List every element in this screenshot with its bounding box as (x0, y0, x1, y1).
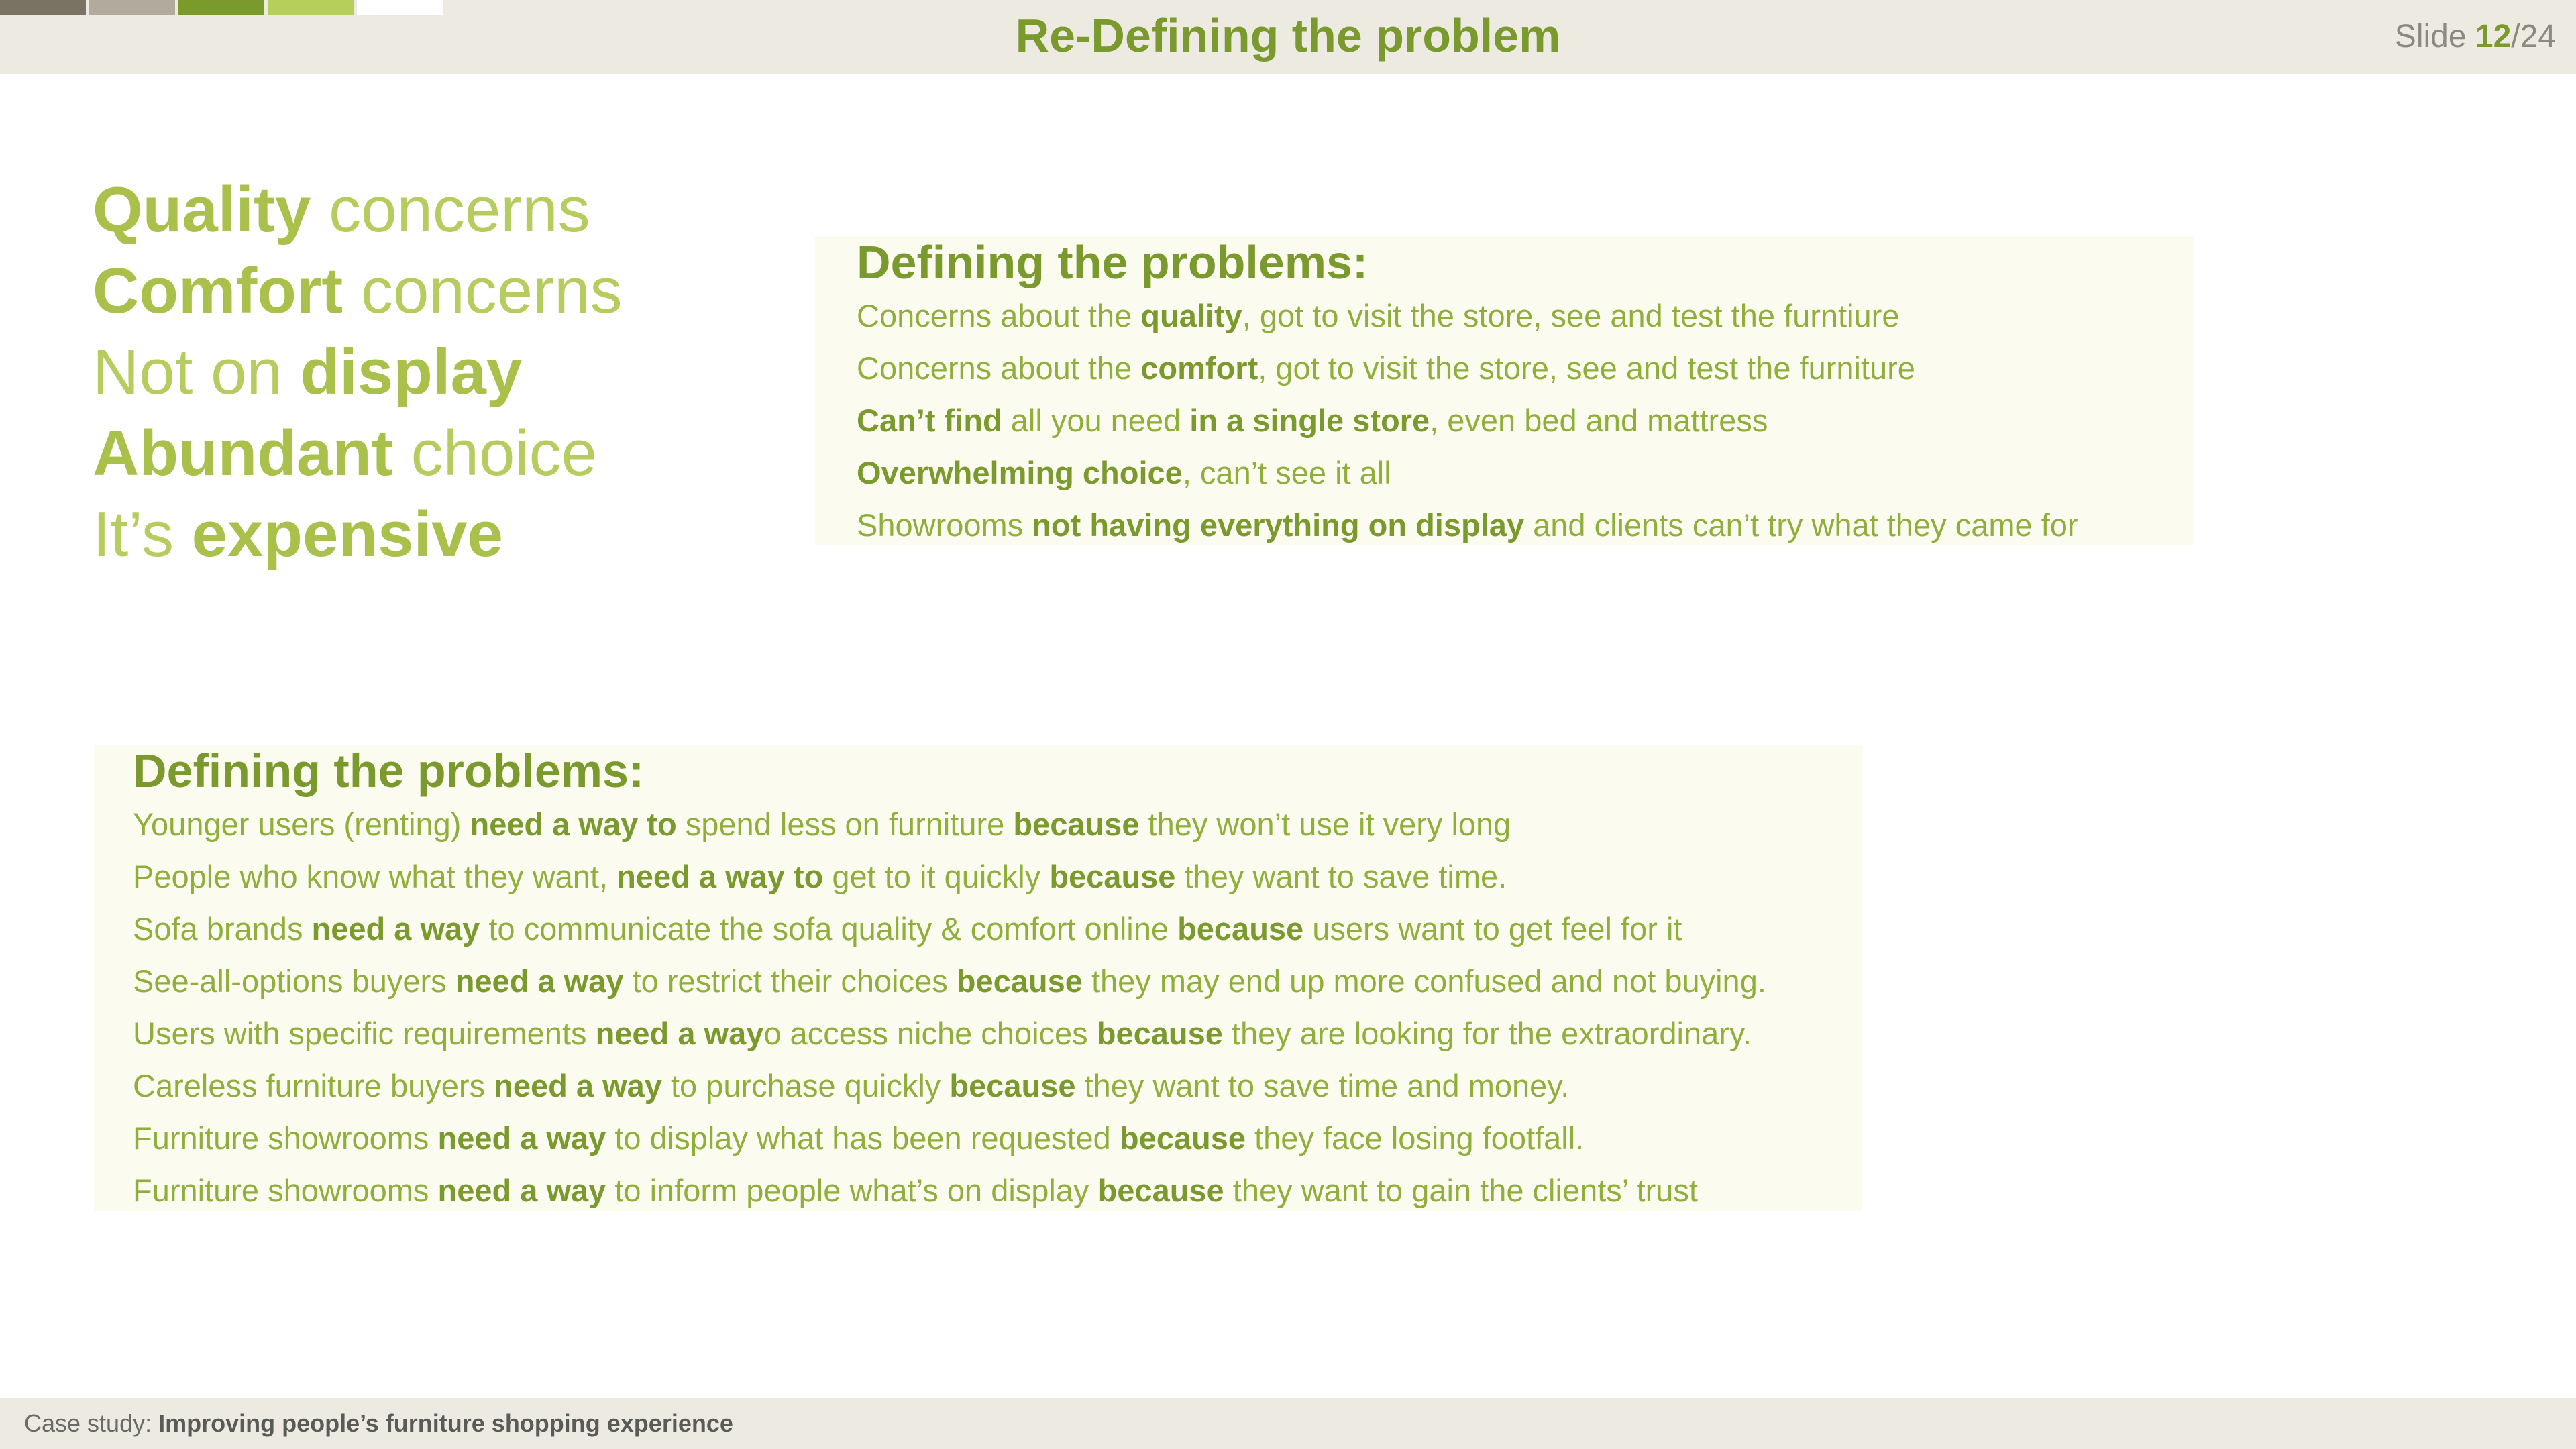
summary-text: concerns (343, 255, 623, 327)
line-text: See-all-options buyers (133, 963, 455, 999)
problems-panel-top (815, 236, 2194, 545)
line-text: Younger users (renting) (133, 806, 470, 842)
line-text: Users with specific requirements (133, 1016, 596, 1051)
line-text: users want to get feel for it (1303, 911, 1682, 947)
line-text: all you need (1002, 402, 1190, 438)
panel-title: Defining the problems: (857, 236, 1368, 288)
emphasis-text: need a way (311, 911, 480, 947)
line-text: People who know what they want, (133, 859, 617, 894)
problem-line (133, 798, 1862, 851)
emphasis-text: because (1119, 1120, 1246, 1156)
line-text: , got to visit the store, see and test the furniture (1258, 350, 1915, 386)
line-text: , got to visit the store, see and test the furntiure (1242, 298, 1900, 333)
problem-line (133, 1112, 1862, 1165)
problem-line (133, 1165, 1862, 1217)
summary-keyword: Comfort (93, 255, 343, 327)
footer-bar (0, 1398, 2576, 1449)
slide-counter (2395, 13, 2556, 60)
line-text: Sofa brands (133, 911, 312, 947)
problem-list (857, 290, 2194, 551)
line-text: to inform people what’s on display (606, 1173, 1098, 1208)
header-bar (0, 0, 2576, 74)
line-text: to communicate the sofa quality & comfort online (480, 911, 1178, 947)
line-text: and clients can’t try what they came for (1524, 507, 2078, 543)
emphasis-text: because (1097, 1173, 1224, 1208)
emphasis-text: quality (1140, 298, 1242, 333)
line-text: o access niche choices (763, 1016, 1097, 1051)
line-text: they want to gain the clients’ trust (1224, 1173, 1698, 1208)
problem-line (857, 499, 2194, 551)
footer-title: Improving people’s furniture shopping experience (158, 1409, 733, 1437)
summary-item (93, 169, 622, 250)
line-text: , can’t see it all (1182, 455, 1391, 490)
line-text: Careless furniture buyers (133, 1068, 494, 1104)
problems-panel-bottom (94, 745, 1862, 1211)
emphasis-text: need a way to (470, 806, 677, 842)
problem-statement-list (133, 798, 1862, 1217)
line-text: they face losing footfall. (1246, 1120, 1585, 1156)
summary-item (93, 413, 622, 494)
line-text: Furniture showrooms (133, 1120, 438, 1156)
problem-line (133, 955, 1862, 1008)
panel-title: Defining the problems: (133, 745, 645, 797)
emphasis-text: need a way (437, 1120, 606, 1156)
line-text: they may end up more confused and not buying. (1082, 963, 1766, 999)
line-text: Furniture showrooms (133, 1173, 438, 1208)
emphasis-text: because (1013, 806, 1140, 842)
summary-text: choice (392, 417, 598, 489)
summary-item (93, 250, 622, 331)
line-text: Concerns about the (857, 298, 1141, 333)
emphasis-text: need a way (437, 1173, 606, 1208)
line-text: Showrooms (857, 507, 1032, 543)
summary-keyword: Quality (93, 174, 311, 246)
problem-line (857, 290, 2194, 342)
emphasis-text: because (1049, 859, 1176, 894)
summary-list (93, 169, 622, 575)
summary-keyword: Abundant (93, 417, 393, 489)
slide-title: Re-Defining the problem (1015, 9, 1561, 62)
summary-text: Not on (93, 336, 301, 408)
slide-current-number: 12 (2475, 19, 2512, 54)
emphasis-text: because (949, 1068, 1076, 1104)
line-text: they won’t use it very long (1139, 806, 1511, 842)
line-text: spend less on furniture (676, 806, 1014, 842)
problem-line (857, 342, 2194, 394)
line-text: to display what has been requested (606, 1120, 1120, 1156)
footer-label: Case study: (24, 1409, 159, 1437)
problem-line (857, 394, 2194, 447)
line-text: get to it quickly (823, 859, 1050, 894)
emphasis-text: in a single store (1189, 402, 1430, 438)
summary-item (93, 494, 622, 575)
line-text: to restrict their choices (623, 963, 957, 999)
problem-line (133, 1008, 1862, 1060)
problem-line (133, 851, 1862, 903)
line-text: they are looking for the extraordinary. (1222, 1016, 1752, 1051)
emphasis-text: need a way (455, 963, 624, 999)
footer-caption (24, 1407, 733, 1440)
problem-line (857, 447, 2194, 499)
line-text: , even bed and mattress (1430, 402, 1768, 438)
emphasis-text: because (1177, 911, 1304, 947)
summary-keyword: expensive (191, 498, 503, 570)
emphasis-text: need a way (595, 1016, 764, 1051)
emphasis-text: Can’t find (857, 402, 1002, 438)
emphasis-text: need a way (494, 1068, 662, 1104)
line-text: they want to save time. (1175, 859, 1507, 894)
line-text: to purchase quickly (661, 1068, 950, 1104)
summary-text: concerns (311, 174, 590, 246)
summary-item (93, 331, 622, 413)
emphasis-text: Overwhelming choice (857, 455, 1183, 490)
emphasis-text: comfort (1140, 350, 1258, 386)
emphasis-text: not having everything on display (1032, 507, 1525, 543)
summary-text: It’s (93, 498, 192, 570)
problem-line (133, 1060, 1862, 1112)
emphasis-text: because (1096, 1016, 1223, 1051)
emphasis-text: need a way to (616, 859, 824, 894)
line-text: they want to save time and money. (1075, 1068, 1570, 1104)
problem-line (133, 903, 1862, 955)
slide-counter-label: Slide (2394, 19, 2475, 54)
emphasis-text: because (956, 963, 1083, 999)
summary-keyword: display (300, 336, 523, 408)
line-text: Concerns about the (857, 350, 1141, 386)
slide-total: /24 (2511, 19, 2556, 54)
